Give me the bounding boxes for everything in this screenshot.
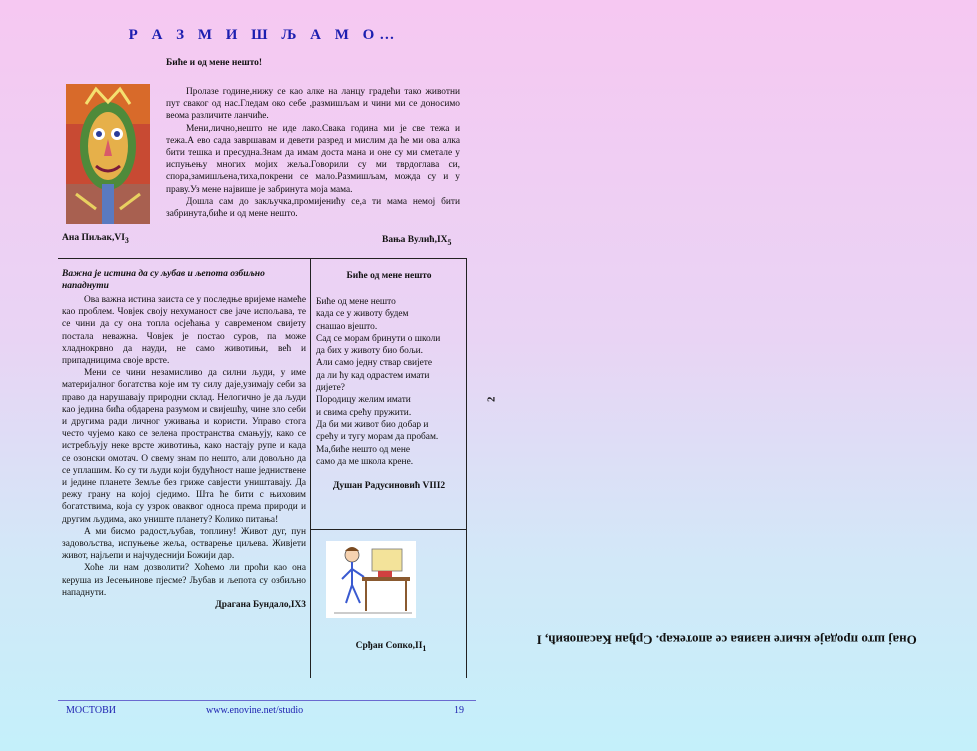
poem-line: Али само једну ствар свијете xyxy=(316,358,433,369)
paragraph: Мени,лично,нешто не иде лако.Свака година ми је све тежа и тежа.А ево сада завршавам и девети разред и мислим да ће ми ова алка бити тешка и пресудна.Знам да имам доста мана и оне су ми сметале у испуњењу многих мојих жеља.Говорили су ми тврдоглава си, спора,замишљена,тиха,покрени се мало.Размишљам, можда су и у праву.Уз мене највише је забринута моја мама. xyxy=(166,123,460,195)
poem-line: Породицу желим имати xyxy=(316,395,411,406)
footer-rule xyxy=(58,700,476,701)
magazine-name: МОСТОВИ xyxy=(66,705,116,716)
poem-signature: Душан Радусиновић VIII2 xyxy=(332,481,446,491)
poem-line: Ма,биће нешто од мене xyxy=(316,444,411,455)
poem-line: снашао вјешто. xyxy=(316,321,378,332)
top-article-heading: Биће и од мене нешто! xyxy=(166,58,263,68)
paragraph: Ова важна истина заиста се у последње вријеме намеће као проблем. Човјек своју нехуманост све јаче испољава, те се чини да су она топла осјећања у савременом свијету постала неважна. Човјек је постао суров, па може хладнокрвно да науди, не само животињи, већ и припадницима своје врсте. xyxy=(62,295,306,367)
top-article-signature: Вања $Вулић,IX_5$ xyxy=(382,235,452,247)
paragraph: Хоће ли нам дозволити? Хоћемо ли проћи као она керуша из Јесењинове пјесме? Љубав и љепота су озбиљно нападнути. xyxy=(62,563,306,598)
paragraph: Мени се чини незамисливо да силни људи, у име материјалног богатства које им ту силу даје,узимају себи за право да нарушавају природни склад. Нелогично је да људи као једина бића обдарена разумом и свијешћу, чине зло себи и другима ради личног уживања и користи. Управо стога често чујемо како се зелена пространства смањују, како се истребљују неке врсте животиња, како настају рупе и када се озонски омотач. О свему знам по нешто, али довољно да се уплашим. Ко су ти људи који будућност наше једниствене и једине планете Земље без гриже савјести уништавају. Да режу грану на којој сједимо. Шта ће бити с њиховим богатствима, која су узрок оваквог односа према природи и другим људима, ако униште планету? Колико питања! xyxy=(62,368,306,525)
poem-line: само да ме школа крене. xyxy=(316,456,414,467)
poem-line: срећу и тугу морам да пробам. xyxy=(316,432,439,443)
poem-line: Да би ми живот био добар и xyxy=(316,419,429,430)
art-caption: Ана $Пиљак,VI_3$ xyxy=(62,233,129,245)
poem-body xyxy=(316,296,466,468)
poem-line: да ли ћу кад одрастем имати xyxy=(316,370,430,381)
paragraph: Пролазе године,нижу се као алке на ланцу градећи тако животни пут сваког од нас.Гледам око себе ,размишљам и чини ми се доносимо веома различите ланчиће. xyxy=(166,87,460,122)
poem-line: Биће од мене нешто xyxy=(316,297,396,307)
poem-line: дијете? xyxy=(316,383,345,394)
poem-line: да бих у животу био бољи. xyxy=(316,346,424,357)
child-drawing-desk xyxy=(326,541,416,618)
side-quote: Онај што продаје књиге назива се апотекар. Срђан Касаповић, I $_2$ xyxy=(485,396,917,648)
section-divider xyxy=(58,258,466,259)
child-drawing-face xyxy=(66,84,150,224)
left-article-heading: Важна је истина да су љубав и љепота озбиљно нападнути xyxy=(62,269,265,291)
page-number: 19 xyxy=(454,705,464,716)
left-article-signature: Драгана Бундало,IX3 xyxy=(215,600,306,611)
website-link[interactable]: www.enovine.net/studio xyxy=(206,705,304,716)
paragraph: Дошла сам до закључка,промијенићу се,а ти мама немој бити забринута,биће и од мене нешто. xyxy=(166,196,460,220)
left-article xyxy=(62,268,306,611)
column-divider xyxy=(310,258,311,678)
column-divider xyxy=(466,258,467,678)
poem-line: када се у животу будем xyxy=(316,309,409,320)
section-divider xyxy=(310,529,466,530)
poem-line: Сад се морам бринути о школи xyxy=(316,333,441,344)
poem-title: Биће од мене нешто xyxy=(346,271,432,281)
art-caption: Срђан $Сопко,II_1$ xyxy=(355,641,427,653)
top-article-body xyxy=(166,86,460,220)
paragraph: А ми бисмо радост,љубав, топлину! Живот дуг, пун задовољства, испуњење жеља, остварење циљева. Живјети живот, најљепи и најчудеснији Божији дар. xyxy=(62,526,306,562)
poem-line: и свима срећу пружити. xyxy=(316,407,412,418)
page-title: Р А З М И Ш Љ А М О… xyxy=(128,27,400,43)
